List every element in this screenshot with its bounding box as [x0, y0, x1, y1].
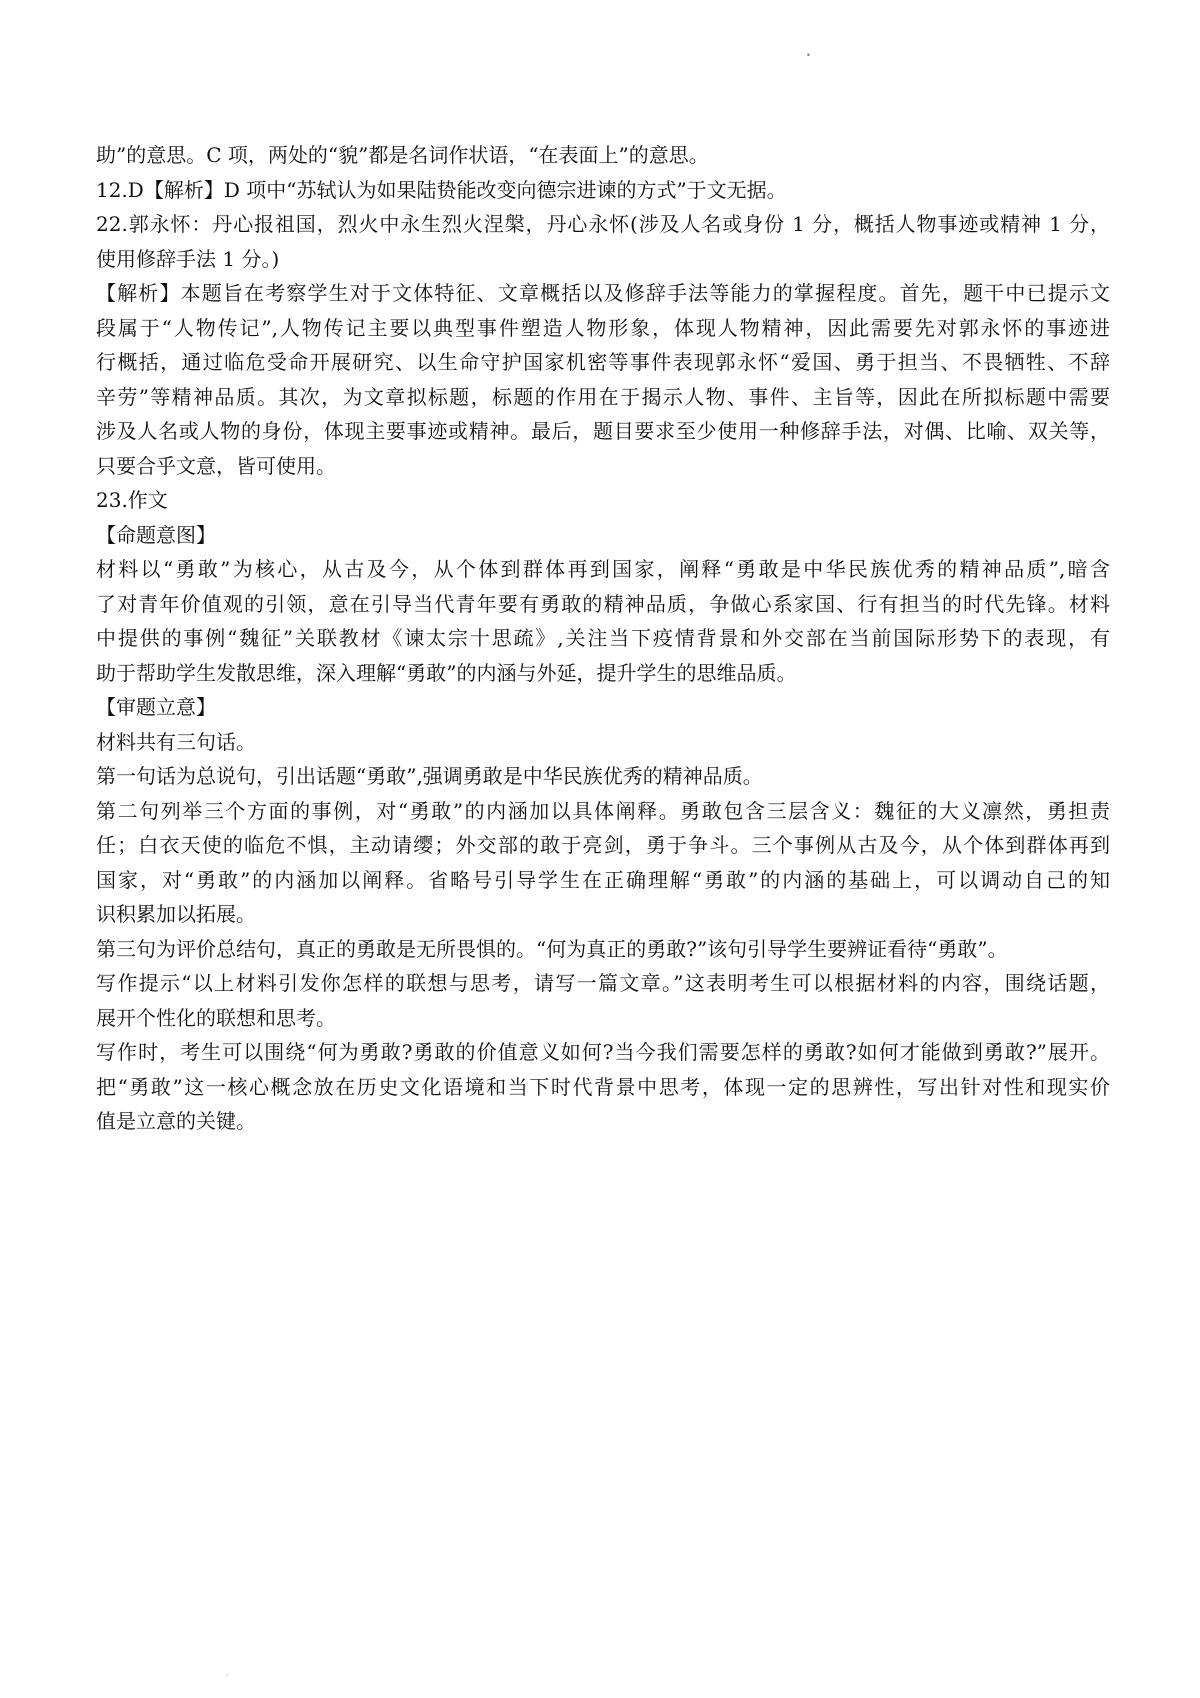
text-line: 第一句话为总说句，引出话题“勇敢”,强调勇敢是中华民族优秀的精神品质。	[96, 764, 763, 788]
text-line: 把“勇敢”这一核心概念放在历史文化语境和当下时代背景中思考，体现一定的思辨性，写出针对性和现实价	[96, 1074, 1110, 1099]
section-heading: 【审题立意】	[96, 695, 216, 719]
text-line: 使用修辞手法 1 分。)	[96, 246, 280, 271]
text-line: 12.D【解析】D 项中“苏轼认为如果陆贽能改变向德宗进谏的方式”于文无据。	[96, 177, 787, 202]
text-line: 识积累加以拓展。	[96, 902, 256, 926]
document-body	[96, 138, 1110, 1139]
top-dot-mark: •	[806, 51, 811, 60]
section-heading: 【命题意图】	[96, 522, 216, 547]
text-line: 第三句为评价总结句，真正的勇敢是无所畏惧的。“何为真正的勇敢?”该句引导学生要辨证看待“勇敢”。	[96, 936, 1008, 961]
text-line: 值是立意的关键。	[96, 1109, 256, 1133]
text-line: 只要合乎文意，皆可使用。	[96, 453, 336, 478]
section-heading: 23.作文	[96, 488, 168, 512]
text-line: 助”的意思。C 项，两处的“貌”都是名词作状语，“在表面上”的意思。	[96, 143, 709, 167]
text-line: 中提供的事例“魏征”关联教材《谏太宗十思疏》,关注当下疫情背景和外交部在当前国际形势下的表现，有	[96, 626, 1110, 650]
text-line: 段属于“人物传记”,人物传记主要以典型事件塑造人物形象，体现人物精神，因此需要先对郭永怀的事迹进	[96, 315, 1110, 340]
text-line: 助于帮助学生发散思维，深入理解“勇敢”的内涵与外延，提升学生的思维品质。	[96, 660, 797, 685]
text-line: 第二句列举三个方面的事例，对“勇敢”的内涵加以具体阐释。勇敢包含三层含义：魏征的大义凛然，勇担责	[96, 798, 1110, 823]
text-line: 展开个性化的联想和思考。	[96, 1005, 336, 1030]
bottom-dot-mark: ·	[226, 1671, 229, 1680]
text-line: 行概括，通过临危受命开展研究、以生命守护国家机密等事件表现郭永怀“爱国、勇于担当、不畏牺牲、不辞	[96, 350, 1110, 374]
text-line: 国家，对“勇敢”的内涵加以阐释。省略号引导学生在正确理解“勇敢”的内涵的基础上，可以调动自己的知	[96, 867, 1110, 892]
text-line: 材料以“勇敢”为核心，从古及今，从个体到群体再到国家，阐释“勇敢是中华民族优秀的精神品质”,暗含	[96, 557, 1110, 581]
text-line: 了对青年价值观的引领，意在引导当代青年要有勇敢的精神品质，争做心系家国、行有担当的时代先锋。材料	[96, 591, 1110, 616]
text-line: 写作提示“以上材料引发你怎样的联想与思考，请写一篇文章。”这表明考生可以根据材料的内容，围绕话题，	[96, 971, 1110, 995]
text-line: 辛劳”等精神品质。其次，为文章拟标题，标题的作用在于揭示人物、事件、主旨等，因此在所拟标题中需要	[96, 384, 1110, 409]
text-line: 材料共有三句话。	[96, 729, 256, 754]
text-line: 涉及人名或人物的身份，体现主要事迹或精神。最后，题目要求至少使用一种修辞手法，对偶、比喻、双关等，	[96, 419, 1110, 443]
text-line: 写作时，考生可以围绕“何为勇敢?勇敢的价值意义如何?当今我们需要怎样的勇敢?如何才能做到勇敢?”展开。	[96, 1040, 1110, 1064]
text-line: 22.郭永怀：丹心报祖国，烈火中永生烈火涅槃，丹心永怀(涉及人名或身份 1 分，概括人物事迹或精神 1 分，	[96, 212, 1110, 236]
text-line: 任；白衣天使的临危不惧，主动请缨；外交部的敢于亮剑，勇于争斗。三个事例从古及今，从个体到群体再到	[96, 833, 1110, 857]
text-line: 【解析】本题旨在考察学生对于文体特征、文章概括以及修辞手法等能力的掌握程度。首先，题干中已提示文	[96, 281, 1110, 305]
